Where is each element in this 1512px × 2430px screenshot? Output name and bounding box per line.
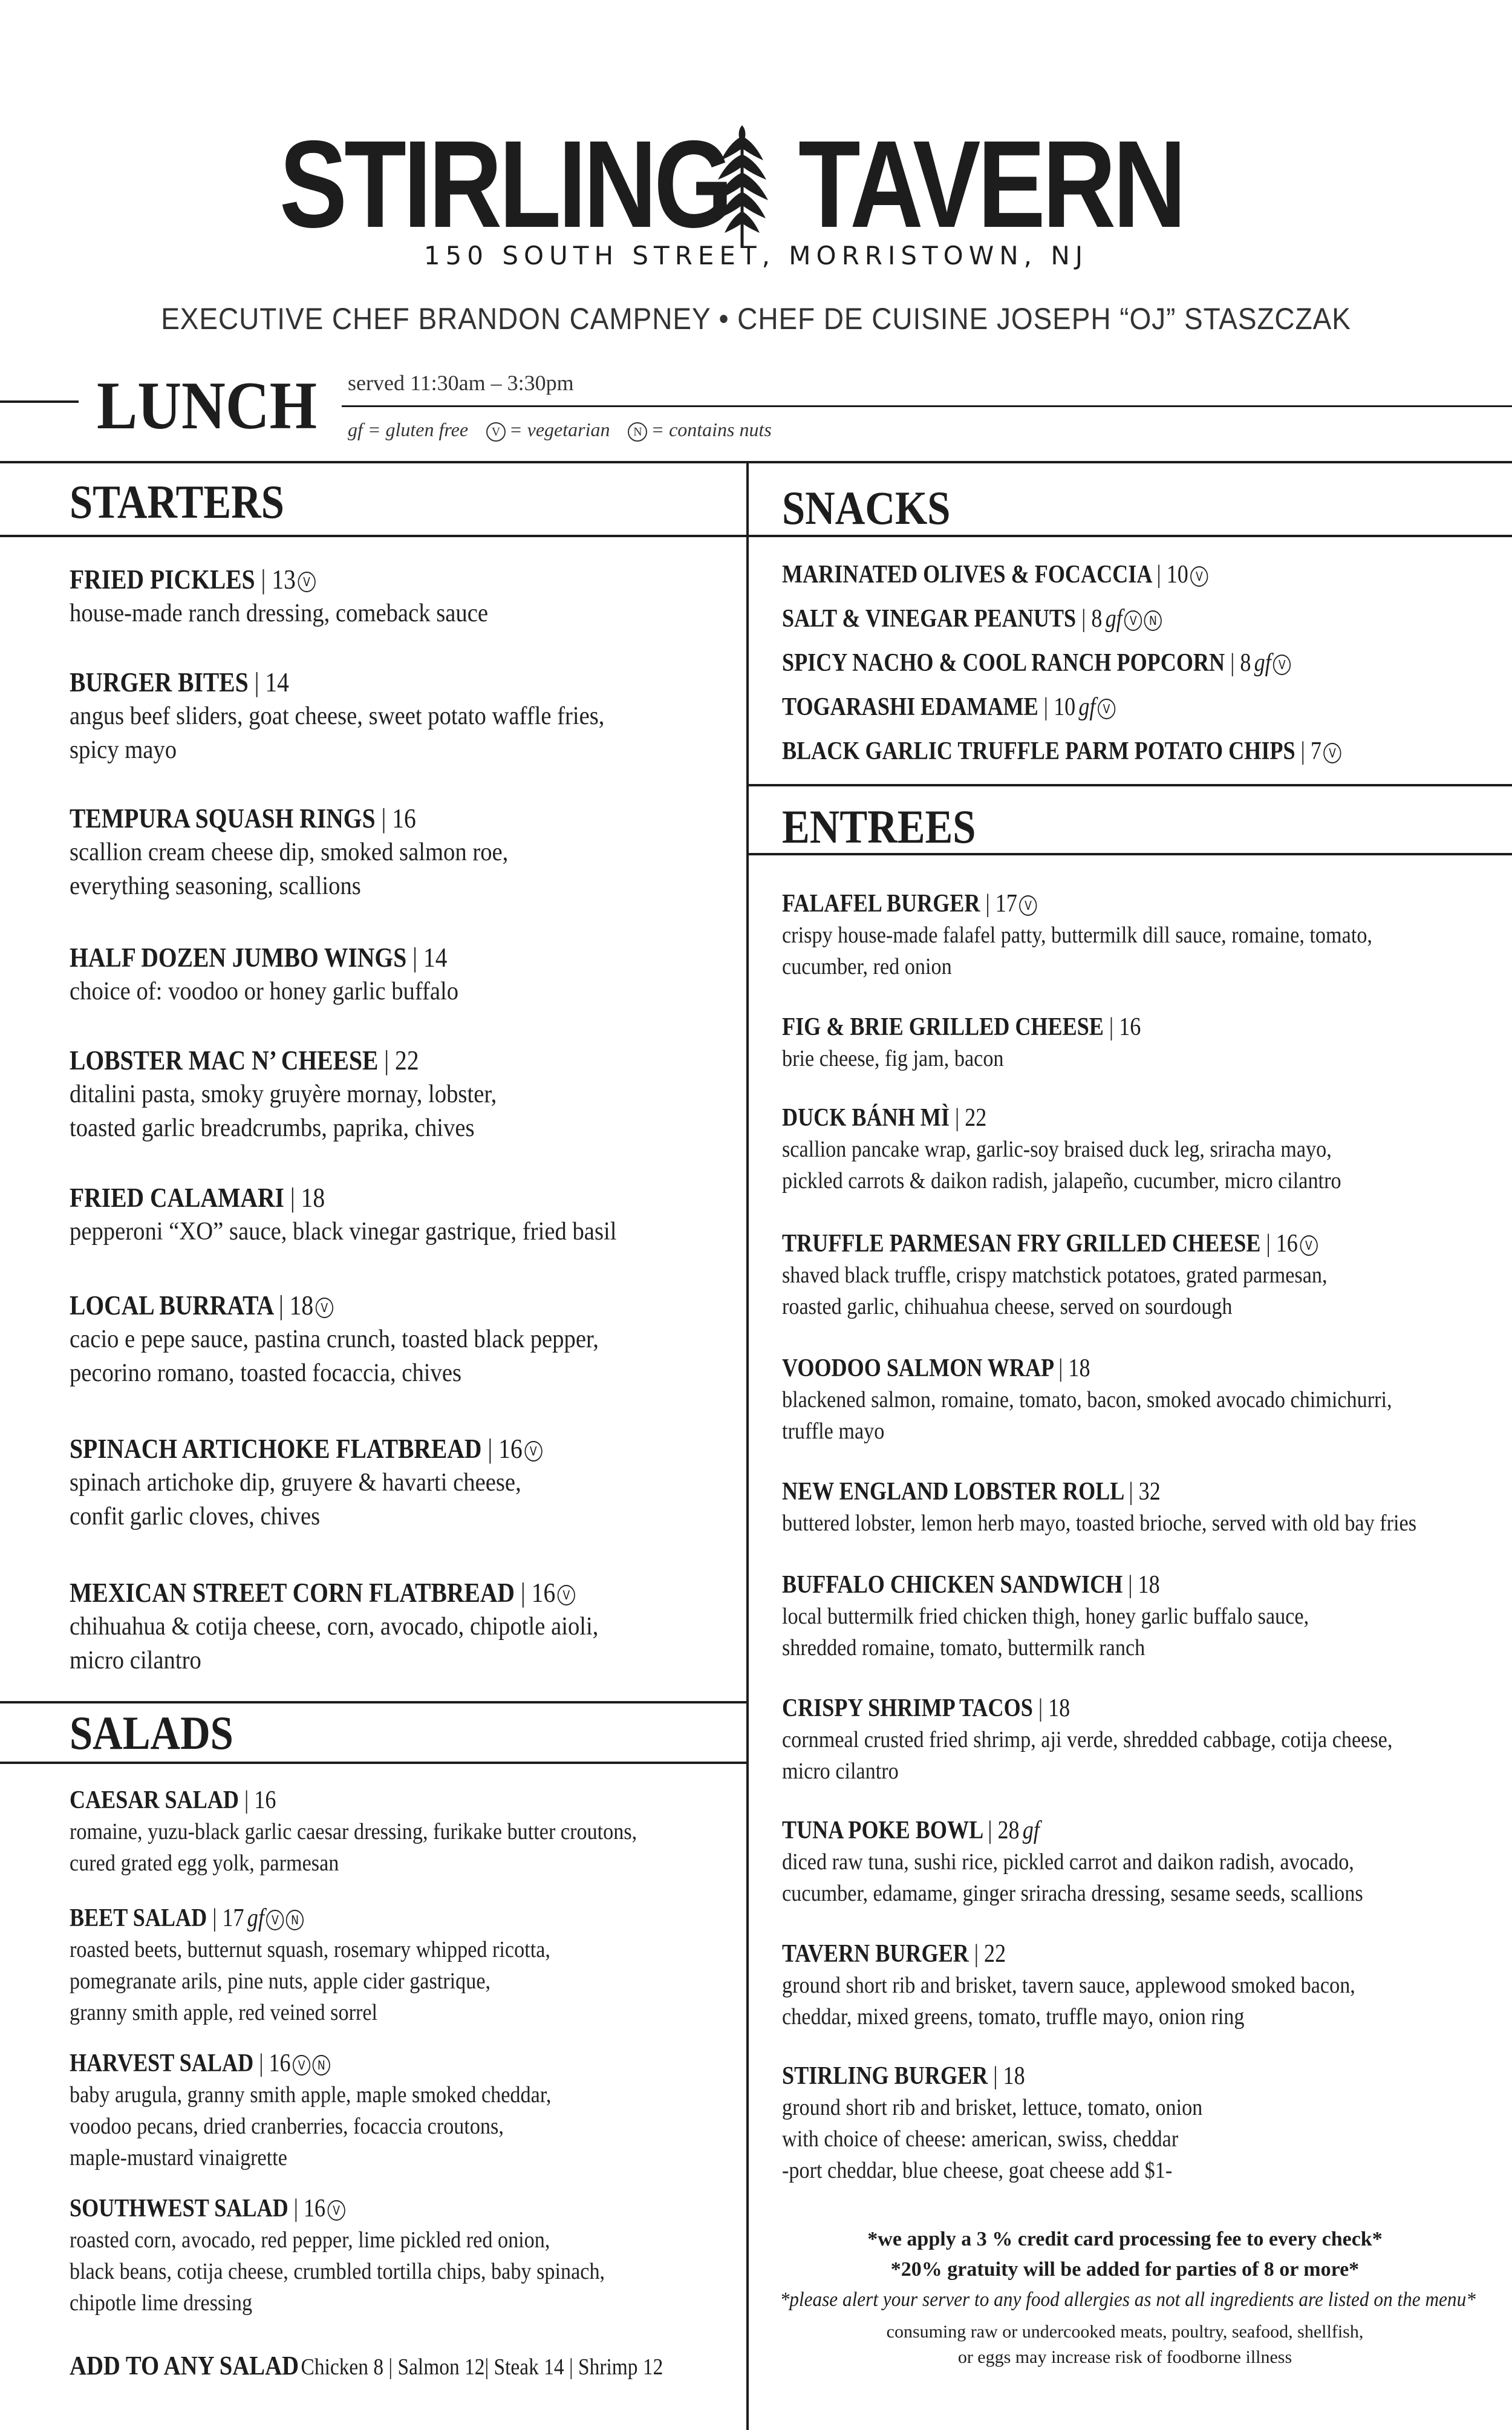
item-description: house-made ranch dressing, comeback sauce (70, 599, 489, 627)
divider (342, 405, 1512, 407)
item-title: SPINACH ARTICHOKE FLATBREAD (70, 1433, 482, 1464)
entree-item (782, 1693, 1461, 1787)
section-title-starters: STARTERS (70, 475, 284, 528)
item-price: | 10 (1043, 693, 1076, 721)
vegetarian-icon: V (1190, 566, 1208, 587)
item-price: | 22 (384, 1045, 419, 1076)
item-price: | 13 (261, 564, 296, 595)
chef-credits: EXECUTIVE CHEF BRANDON CAMPNEY • CHEF DE CUISINE JOSEPH “OJ” STASZCZAK (161, 302, 1351, 336)
item-name (70, 1785, 276, 1816)
raw-food-warning-2: or eggs may increase risk of foodborne illness (957, 2347, 1292, 2367)
item-title: NEW ENGLAND LOBSTER ROLL (782, 1478, 1124, 1506)
item-description: black beans, cotija cheese, crumbled tortilla chips, baby spinach, (70, 2259, 605, 2284)
item-name (70, 1288, 333, 1322)
legend-nuts: = contains nuts (651, 419, 772, 440)
item-description: roasted corn, avocado, red pepper, lime pickled red onion, (70, 2227, 550, 2253)
item-description: shredded romaine, tomato, buttermilk ranch (782, 1635, 1145, 1661)
vegetarian-icon: V (316, 1298, 333, 1318)
salad-item (70, 1785, 700, 1879)
item-price: | 16 (520, 1577, 556, 1608)
salad-item (70, 2048, 605, 2174)
item-price: | 16 (293, 2195, 326, 2223)
item-description: diced raw tuna, sushi rice, pickled carrot and daikon radish, avocado, (782, 1849, 1354, 1875)
item-description: toasted garlic breadcrumbs, paprika, chives (70, 1114, 475, 1142)
item-price: | 14 (412, 942, 448, 973)
item-price: | 16 (381, 803, 416, 834)
item-description: scallion pancake wrap, garlic-soy braised duck leg, sriracha mayo, (782, 1137, 1332, 1162)
item-name (70, 1432, 542, 1466)
item-price: | 7 (1300, 737, 1321, 765)
item-name (70, 1044, 419, 1077)
item-name (782, 1102, 986, 1134)
vegetarian-icon: V (1019, 895, 1037, 916)
item-description: -port cheddar, blue cheese, goat cheese add $1- (782, 2158, 1173, 2183)
item-description: spicy mayo (70, 736, 177, 764)
snack-item (782, 646, 1291, 680)
item-title: BUFFALO CHICKEN SANDWICH (782, 1571, 1123, 1599)
vegetarian-icon: V (1098, 699, 1115, 719)
vegetarian-icon: V (266, 1910, 284, 1930)
item-description: romaine, yuzu-black garlic caesar dressing, furikake butter croutons, (70, 1819, 637, 1844)
starter-item (70, 1432, 619, 1533)
item-description: pepperoni “XO” sauce, black vinegar gastrique, fried basil (70, 1218, 617, 1246)
section-title-snacks: SNACKS (782, 482, 951, 534)
item-title: BEET SALAD (70, 1904, 207, 1932)
item-title: FALAFEL BURGER (782, 890, 980, 918)
item-name (782, 1476, 1161, 1507)
item-name (782, 2060, 1025, 2092)
salad-item (70, 1903, 604, 2028)
starter-item (70, 1288, 645, 1390)
entree-item (782, 1228, 1405, 1322)
divider (0, 1762, 746, 1764)
brand-name-right: TAVERN (798, 115, 1184, 253)
gluten-free-tag: gf (1078, 693, 1096, 721)
item-title: TOGARASHI EDAMAME (782, 693, 1038, 721)
starter-item (70, 941, 509, 1008)
item-price: | 16 (487, 1433, 523, 1464)
item-description: roasted garlic, chihuahua cheese, served on sourdough (782, 1294, 1233, 1319)
item-title: TUNA POKE BOWL (782, 1817, 983, 1844)
gluten-free-tag: gf (1105, 605, 1123, 633)
item-price: | 16 (1266, 1230, 1298, 1258)
item-description: cucumber, red onion (782, 954, 952, 979)
item-price: | 17 (985, 890, 1017, 918)
item-name (782, 1938, 1006, 1970)
item-title: TEMPURA SQUASH RINGS (70, 803, 376, 834)
item-title: SPICY NACHO & COOL RANCH POPCORN (782, 649, 1225, 677)
item-description: with choice of cheese: american, swiss, cheddar (782, 2126, 1179, 2152)
item-title: BURGER BITES (70, 667, 249, 697)
gratuity-notice: *20% gratuity will be added for parties of 8 or more* (890, 2258, 1360, 2281)
starter-item (70, 1181, 664, 1249)
starter-item (70, 563, 524, 630)
item-price: | 16 (244, 1786, 276, 1814)
column-divider (746, 461, 749, 2430)
menu-title: LUNCH (97, 368, 318, 443)
item-name (70, 1181, 325, 1215)
item-name (70, 1903, 304, 1934)
item-name (782, 1815, 1040, 1846)
vegetarian-icon: V (328, 2200, 345, 2221)
entree-item (782, 1815, 1427, 1909)
fee-notice: *we apply a 3 % credit card processing fee to every check* (867, 2228, 1383, 2250)
starter-item (70, 1044, 534, 1145)
item-description: chihuahua & cotija cheese, corn, avocado, chipotle aioli, (70, 1613, 599, 1641)
item-price: | 18 (1058, 1354, 1090, 1382)
nuts-icon: N (286, 1910, 304, 1930)
legend-gluten-free: gf = gluten free (348, 419, 469, 440)
vegetarian-icon: V (293, 2055, 310, 2076)
item-description: pomegranate arils, pine nuts, apple cider gastrique, (70, 1968, 491, 1994)
item-price: | 18 (1038, 1694, 1070, 1722)
dietary-legend (348, 419, 772, 442)
starter-item (70, 802, 546, 903)
vegetarian-icon: V (1273, 655, 1291, 675)
item-price: | 22 (974, 1940, 1006, 1968)
nuts-icon: N (313, 2055, 330, 2076)
item-price: | 14 (254, 667, 289, 697)
item-title: TRUFFLE PARMESAN FRY GRILLED CHEESE (782, 1230, 1261, 1258)
item-description: confit garlic cloves, chives (70, 1503, 321, 1530)
item-description: baby arugula, granny smith apple, maple smoked cheddar, (70, 2082, 552, 2108)
item-title: SALT & VINEGAR PEANUTS (782, 605, 1077, 633)
gluten-free-tag: gf (1254, 649, 1271, 677)
item-title: LOBSTER MAC N’ CHEESE (70, 1045, 379, 1076)
item-description: micro cilantro (70, 1647, 201, 1674)
item-price: | 18 (290, 1182, 325, 1213)
item-description: scallion cream cheese dip, smoked salmon roe, (70, 838, 509, 866)
item-price: | 22 (954, 1104, 987, 1132)
addon-label: ADD TO ANY SALAD (70, 2351, 299, 2380)
item-description: shaved black truffle, crispy matchstick potatoes, grated parmesan, (782, 1262, 1328, 1288)
section-title-entrees: ENTREES (782, 800, 976, 853)
item-price: | 8 (1081, 605, 1103, 633)
item-title: TAVERN BURGER (782, 1940, 969, 1968)
item-description: buttered lobster, lemon herb mayo, toasted brioche, served with old bay fries (782, 1511, 1417, 1536)
item-price: | 10 (1156, 561, 1188, 589)
item-description: everything seasoning, scallions (70, 872, 361, 900)
item-name (782, 1569, 1160, 1601)
item-description: voodoo pecans, dried cranberries, focaccia croutons, (70, 2114, 504, 2139)
item-price: | 17 (212, 1904, 244, 1932)
brand-name-left: STIRLING (279, 115, 731, 253)
item-description: brie cheese, fig jam, bacon (782, 1046, 1004, 1071)
item-name (782, 1228, 1318, 1259)
item-description: crispy house-made falafel patty, buttermilk dill sauce, romaine, tomato, (782, 923, 1372, 948)
raw-food-warning-1: consuming raw or undercooked meats, poultry, seafood, shellfish, (886, 2322, 1364, 2342)
snack-item (782, 558, 1208, 592)
entree-item (782, 1476, 1487, 1539)
served-hours: served 11:30am – 3:30pm (348, 371, 574, 395)
vegetarian-icon: V (298, 572, 315, 592)
item-title: MEXICAN STREET CORN FLATBREAD (70, 1577, 515, 1608)
entree-item (782, 1011, 1199, 1074)
item-title: DUCK BÁNH MÌ (782, 1104, 950, 1132)
item-description: pecorino romano, toasted focaccia, chives (70, 1359, 462, 1387)
item-name (782, 1693, 1070, 1724)
entree-item (782, 1102, 1403, 1197)
item-description: cheddar, mixed greens, tomato, truffle mayo, onion ring (782, 2004, 1245, 2030)
item-description: roasted beets, butternut squash, rosemary whipped ricotta, (70, 1937, 550, 1962)
divider (0, 400, 79, 403)
item-title: VOODOO SALMON WRAP (782, 1354, 1054, 1382)
item-price: | 16 (259, 2049, 291, 2077)
item-title: HARVEST SALAD (70, 2049, 254, 2077)
item-description: maple-mustard vinaigrette (70, 2145, 287, 2170)
item-description: cornmeal crusted fried shrimp, aji verde, shredded cabbage, cotija cheese, (782, 1727, 1393, 1752)
brand-logo (0, 115, 1512, 254)
item-description: angus beef sliders, goat cheese, sweet potato waffle fries, (70, 702, 605, 730)
item-price: | 18 (993, 2062, 1025, 2090)
divider (749, 784, 1512, 786)
divider (0, 461, 1512, 463)
item-title: STIRLING BURGER (782, 2062, 988, 2090)
item-name (782, 888, 1037, 919)
section-title-salads: SALADS (70, 1707, 233, 1759)
vegetarian-icon: V (1124, 610, 1142, 631)
snack-item (782, 602, 1162, 636)
item-price: | 18 (278, 1290, 314, 1321)
entree-item (782, 1353, 1460, 1447)
item-name (782, 1011, 1141, 1043)
item-description: cured grated egg yolk, parmesan (70, 1850, 339, 1876)
item-name (70, 2193, 345, 2224)
item-name (70, 802, 416, 835)
item-description: chipotle lime dressing (70, 2290, 253, 2316)
restaurant-address: 150 SOUTH STREET, MORRISTOWN, NJ (423, 241, 1089, 270)
item-description: truffle mayo (782, 1419, 885, 1444)
item-price: | 18 (1128, 1571, 1160, 1599)
item-description: pickled carrots & daikon radish, jalapeño, cucumber, micro cilantro (782, 1168, 1341, 1194)
allergy-notice: *please alert your server to any food allergies as not all ingredients are listed on the menu* (780, 2288, 1476, 2311)
item-title: LOCAL BURRATA (70, 1290, 273, 1321)
item-description: ground short rib and brisket, tavern sauce, applewood smoked bacon, (782, 1973, 1355, 1998)
item-description: choice of: voodoo or honey garlic buffalo (70, 978, 459, 1005)
item-title: CAESAR SALAD (70, 1786, 239, 1814)
item-title: BLACK GARLIC TRUFFLE PARM POTATO CHIPS (782, 737, 1295, 765)
gluten-free-tag: gf (247, 1904, 264, 1932)
nuts-icon: N (628, 422, 647, 442)
item-description: local buttermilk fried chicken thigh, honey garlic buffalo sauce, (782, 1604, 1309, 1629)
entree-item (782, 1938, 1419, 2033)
vegetarian-icon: V (486, 422, 506, 442)
divider (0, 1701, 746, 1703)
item-description: cacio e pepe sauce, pastina crunch, toasted black pepper, (70, 1325, 599, 1353)
item-price: | 32 (1129, 1478, 1161, 1506)
starter-item (70, 1576, 657, 1677)
entree-item (782, 2060, 1250, 2186)
item-description: ditalini pasta, smoky gruyère mornay, lobster, (70, 1080, 497, 1108)
item-title: FRIED CALAMARI (70, 1182, 284, 1213)
gluten-free-tag: gf (1022, 1817, 1040, 1844)
item-price: | 16 (1109, 1013, 1141, 1041)
item-description: micro cilantro (782, 1759, 899, 1784)
salad-item (70, 2193, 664, 2319)
item-price: | 8 (1230, 649, 1251, 677)
vegetarian-icon: V (1300, 1235, 1317, 1256)
item-description: ground short rib and brisket, lettuce, tomato, onion (782, 2095, 1203, 2120)
addon-prices: Chicken 8 | Salmon 12| Steak 14 | Shrimp 12 (301, 2354, 663, 2380)
item-title: FIG & BRIE GRILLED CHEESE (782, 1013, 1104, 1041)
item-title: HALF DOZEN JUMBO WINGS (70, 942, 407, 973)
item-title: MARINATED OLIVES & FOCACCIA (782, 561, 1152, 589)
item-name (70, 563, 316, 596)
item-name (70, 941, 447, 975)
starter-item (70, 665, 651, 767)
item-title: SOUTHWEST SALAD (70, 2195, 288, 2223)
item-title: FRIED PICKLES (70, 564, 255, 595)
item-name (70, 2048, 330, 2079)
wheat-icon (709, 124, 775, 251)
item-name (70, 665, 289, 699)
vegetarian-icon: V (558, 1585, 575, 1605)
vegetarian-icon: V (1323, 743, 1341, 763)
item-title: CRISPY SHRIMP TACOS (782, 1694, 1033, 1722)
snack-item (782, 734, 1341, 768)
salad-addons (70, 2350, 663, 2381)
item-description: granny smith apple, red veined sorrel (70, 2000, 378, 2025)
snack-item (782, 690, 1115, 724)
item-name (70, 1576, 575, 1610)
item-name (782, 1353, 1090, 1384)
legend-vegetarian: = vegetarian (509, 419, 610, 440)
item-price: | 28 (988, 1817, 1020, 1844)
item-description: cucumber, edamame, ginger sriracha dressing, sesame seeds, scallions (782, 1881, 1363, 1906)
vegetarian-icon: V (524, 1441, 542, 1462)
entree-item (782, 888, 1438, 982)
item-description: blackened salmon, romaine, tomato, bacon, smoked avocado chimichurri, (782, 1387, 1392, 1413)
nuts-icon: N (1144, 610, 1162, 631)
divider (0, 535, 746, 537)
entree-item (782, 1569, 1367, 1664)
item-description: spinach artichoke dip, gruyere & havarti cheese, (70, 1469, 521, 1497)
